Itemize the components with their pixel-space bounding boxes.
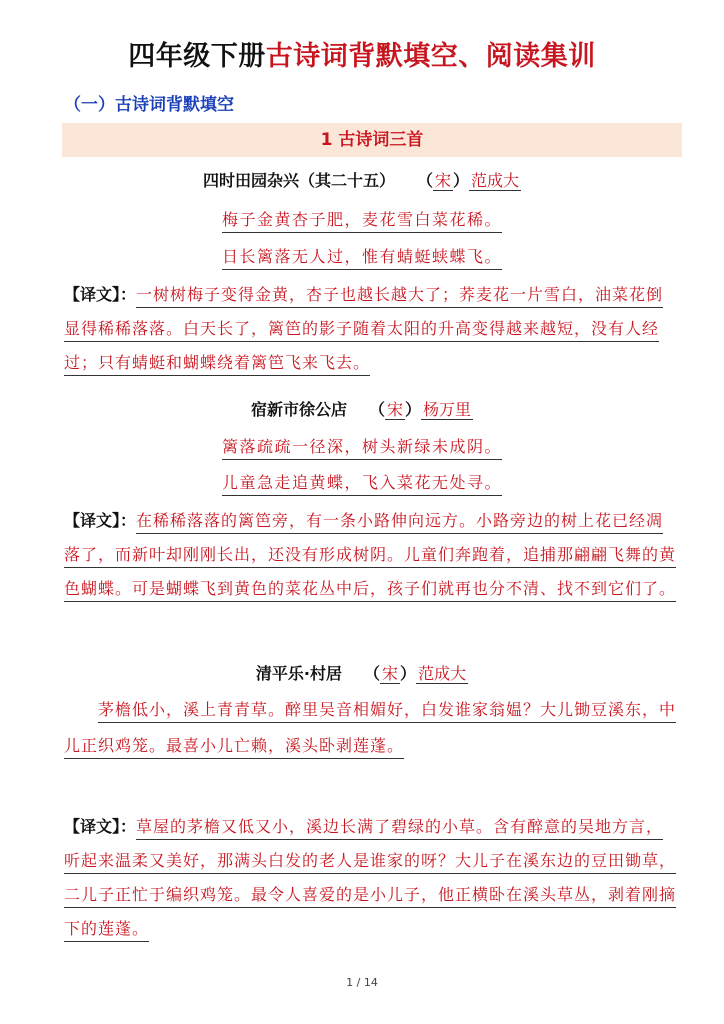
- poem-1-dynasty: 宋: [434, 171, 451, 190]
- poem-3-author: 范成大: [418, 664, 467, 683]
- page-number: 1 / 14: [346, 976, 378, 989]
- lesson-band: [62, 123, 682, 157]
- lesson-title: 1 古诗词三首: [320, 130, 424, 150]
- poem-2-line-1: 篱落疏疏一径深，树头新绿未成阴。: [0, 434, 724, 457]
- poem-2-header: 宿新市徐公店 （ 宋 ） 杨万里: [250, 400, 472, 419]
- poem-3-body: 茅檐低小，溪上青青草。醉里吴音相媚好，白发谁家翁媪？大儿锄豆溪东，中儿正织鸡笼。最喜小儿亡赖，溪头卧剥莲蓬。: [64, 692, 678, 764]
- page-title-main: 古诗词背默填空、阅读集训: [265, 41, 596, 72]
- translation-label: 【译文】：: [64, 511, 137, 530]
- poem-2-title: 宿新市徐公店: [250, 400, 347, 419]
- translation-text: 在稀稀落落的篱笆旁，有一条小路伸向远方。小路旁边的树上花已经凋落了，而新叶却刚刚长出，还没有形成树阴。儿童们奔跑着，追捕那翩翩飞舞的黄色蝴蝶。可是蝴蝶飞到黄色的菜花丛中后，孩子们就再也分不清、找不到它们了。: [64, 511, 676, 602]
- page-title: [0, 34, 724, 73]
- poem-2-author: 杨万里: [423, 400, 472, 419]
- poem-1-translation: [64, 278, 678, 380]
- poem-3-dynasty: 宋: [382, 664, 399, 683]
- poem-1-line-2: 日长篱落无人过，惟有蜻蜓蛱蝶飞。: [0, 244, 724, 267]
- translation-label: 【译文】：: [64, 817, 137, 836]
- section-heading: （一）古诗词背默填空: [64, 95, 234, 115]
- page-title-prefix: 四年级下册: [128, 41, 266, 72]
- translation-label: 【译文】：: [64, 285, 137, 304]
- translation-text: 草屋的茅檐又低又小，溪边长满了碧绿的小草。含有醉意的吴地方言，听起来温柔又美好，那满头白发的老人是谁家的呀？大儿子在溪东边的豆田锄草，二儿子正忙于编织鸡笼。最令人喜爱的是小儿子，他正横卧在溪头草丛，剥着刚摘下的莲蓬。: [64, 817, 676, 942]
- translation-text: 一树树梅子变得金黄，杏子也越长越大了；荞麦花一片雪白，油菜花倒显得稀稀落落。白天长了，篱笆的影子随着太阳的升高变得越来越短，没有人经过；只有蜻蜓和蝴蝶绕着篱笆飞来飞去。: [64, 285, 663, 376]
- poem-2-line-2: 儿童急走追黄蝶，飞入菜花无处寻。: [0, 470, 724, 493]
- poem-1-header: 四时田园杂兴（其二十五） （ 宋 ） 范成大: [202, 171, 520, 190]
- poem-2-translation: [64, 504, 678, 606]
- poem-1-line-1: 梅子金黄杏子肥，麦花雪白菜花稀。: [0, 207, 724, 230]
- poem-3-translation: [64, 810, 678, 946]
- poem-1-author: 范成大: [471, 171, 520, 190]
- poem-1-title: 四时田园杂兴（其二十五）: [202, 171, 395, 190]
- poem-2-dynasty: 宋: [386, 400, 403, 419]
- poem-3-header: 清平乐·村居 （ 宋 ） 范成大: [255, 664, 467, 683]
- poem-3-title: 清平乐·村居: [255, 664, 343, 683]
